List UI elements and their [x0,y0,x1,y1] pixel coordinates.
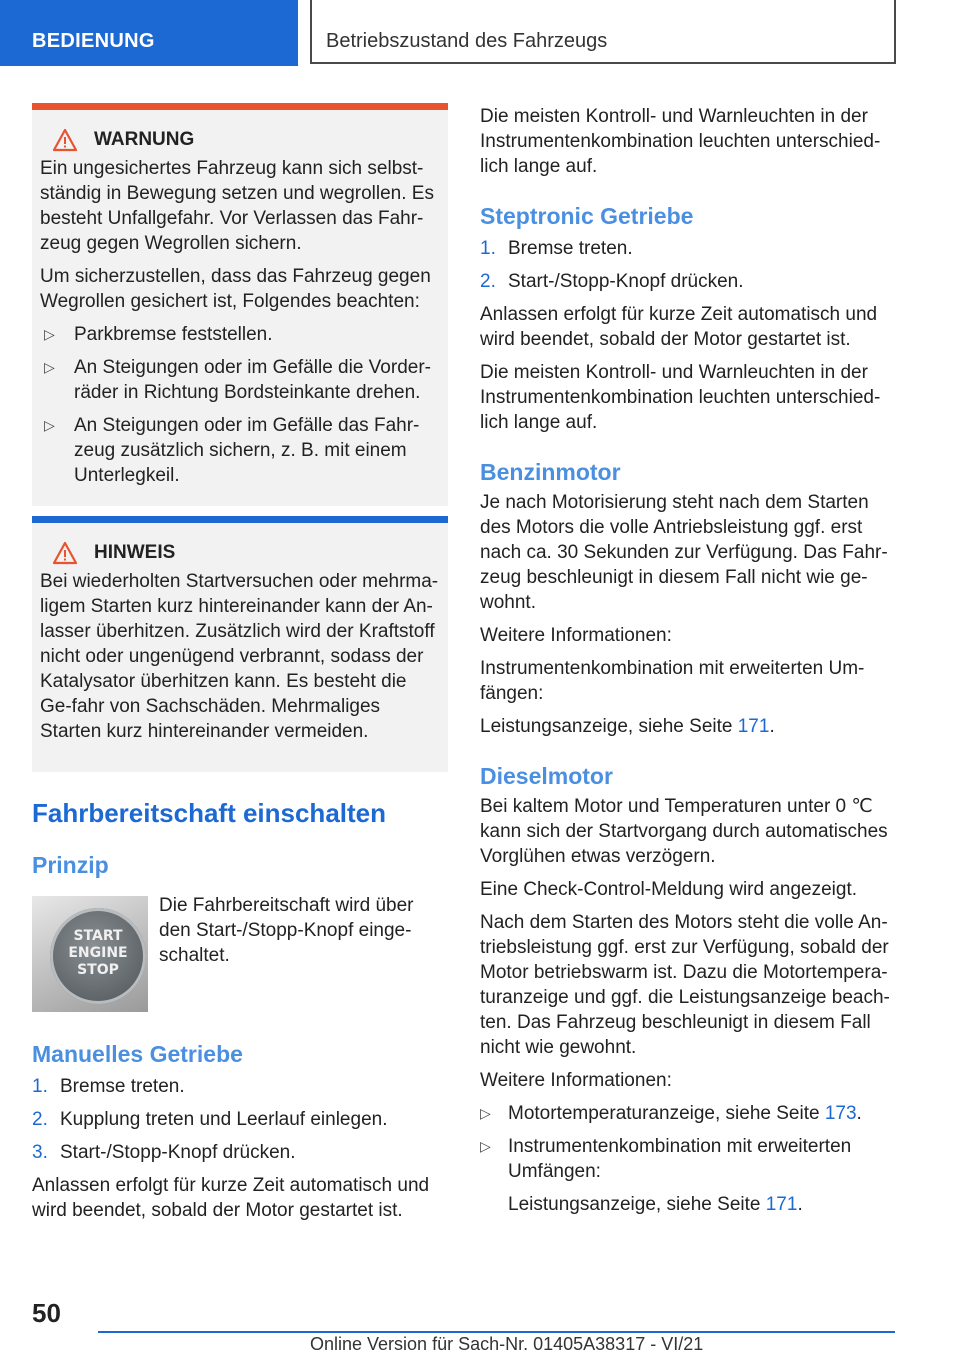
steptronic-after-2: Die meisten Kontroll- und Warnleuchten in der Instrumentenkombination leuchten unterschied-lich lange auf. [480,362,881,433]
prinzip-text: Die Fahrbereitschaft wird über den Start-/Stopp-Knopf einge-schaltet. [159,895,414,966]
manual-steps [32,1074,448,1165]
manual-heading: Manuelles Getriebe [32,1041,243,1067]
steptronic-heading: Steptronic Getriebe [480,203,694,229]
footer-text: Online Version für Sach-Nr. 01405A38317 - VI/21 [310,1334,704,1354]
diesel-text-2: Eine Check-Control-Meldung wird angezeigt. [480,879,858,900]
diesel-heading: Dieselmotor [480,763,613,789]
list-item: 3. Start-/Stopp-Knopf drücken. [32,1142,296,1163]
right-intro: Die meisten Kontroll- und Warnleuchten in der Instrumentenkombination leuchten unterschied-lich lange auf. [480,106,881,177]
warning-para-1: Ein ungesichertes Fahrzeug kann sich selbst-ständig in Bewegung setzen und wegrollen. Es besteht Unfallgefahr. Vor Verlassen das Fahr-zeug gegen Wegrollen sichern. [40,158,434,254]
start-stop-button-image [32,896,148,1012]
diesel-text-1: Bei kaltem Motor und Temperaturen unter 0 ℃ kann sich der Startvorgang durch automatisches Vorglühen etwas verzögern. [480,796,888,867]
list-item: 1. Bremse treten. [480,238,633,259]
triangle-bullet-icon: ▷ [44,417,55,433]
triangle-bullet-icon: ▷ [480,1105,491,1121]
triangle-bullet-icon: ▷ [44,326,55,342]
benzin-ref-1: Instrumentenkombination mit erweiterten Um-fängen: [480,658,865,704]
warning-label: WARNUNG [94,129,195,150]
list-item: ▷ An Steigungen oder im Gefälle das Fahr-zeug zusätzlich sichern, z. B. mit einem Unterlegkeil. [44,415,420,486]
warning-triangle-icon [52,541,78,565]
warning-title [52,124,440,156]
diesel-text-3: Nach dem Starten des Motors steht die volle An-triebsleistung ggf. erst zur Verfügung, sobald der Motor betriebswarm ist. Dazu die Motortempera-turanzeige und ggf. die Leistungsanzeige beach-ten. Das Fahrzeug beschleunigt in diesem Fall nicht wie gewohnt. [480,912,890,1058]
benzin-heading: Benzinmotor [480,459,621,485]
page-link[interactable]: 173 [824,1103,857,1124]
benzin-text: Je nach Motorisierung steht nach dem Starten des Motors die volle Antriebsleistung ggf. erst nach ca. 30 Sekunden zur Verfügung. Das Fahr-zeug beschleunigt in diesem Fall nicht wie ge-wohnt. [480,492,888,613]
footer-divider [98,1331,895,1333]
list-item: 1. Bremse treten. [32,1076,185,1097]
right-column [480,104,894,1225]
prinzip-section [32,852,448,879]
note-text: Bei wiederholten Startversuchen oder mehrma-ligem Starten kurz hintereinander kann der An-lasser überhitzen. Zusätzlich wird der Kraftstoff nicht oder ungenügend verbrannt, sodass der Katalysator überhitzen kann. Es besteht die Ge-fahr von Sachschäden. Mehrmaliges Starten kurz hintereinander vermeiden. [40,571,439,742]
list-item: 2. Start-/Stopp-Knopf drücken. [480,271,744,292]
steptronic-steps [480,236,894,294]
list-item: ▷ Motortemperaturanzeige, siehe Seite 173. [480,1103,862,1124]
page-link[interactable]: 171 [737,716,770,737]
chapter-title: Betriebszustand des Fahrzeugs [310,0,896,64]
manual-section [32,1041,448,1223]
main-heading: Fahrbereitschaft einschalten [32,798,386,828]
page-header [0,0,960,68]
list-item: ▷ Instrumentenkombination mit erweiterten Umfängen: Leistungsanzeige, siehe Seite 171. [480,1134,894,1217]
section-tab: BEDIENUNG [0,0,298,66]
triangle-bullet-icon: ▷ [480,1138,491,1154]
warning-para-2: Um sicherzustellen, dass das Fahrzeug gegen Wegrollen gesichert ist, Folgendes beachten: [40,266,431,312]
benzin-ref-2: Leistungsanzeige, siehe Seite 171. [480,716,775,737]
triangle-bullet-icon: ▷ [44,359,55,375]
warning-list [40,322,440,488]
warning-box [32,103,448,506]
prinzip-heading: Prinzip [32,852,109,878]
diesel-list [480,1101,894,1217]
diesel-more: Weitere Informationen: [480,1070,672,1091]
note-box [32,516,448,772]
warning-triangle-icon [52,128,78,152]
page-number: 50 [32,1298,61,1328]
list-item: 2. Kupplung treten und Leerlauf einlegen. [32,1109,388,1130]
note-title [52,537,440,569]
steptronic-after-1: Anlassen erfolgt für kurze Zeit automatisch und wird beendet, sobald der Motor gestartet ist. [480,304,878,350]
benzin-more: Weitere Informationen: [480,625,672,646]
note-label: HINWEIS [94,542,176,563]
button-label: START ENGINE STOP [68,928,128,978]
page-link[interactable]: 171 [765,1194,798,1215]
sub-item: Leistungsanzeige, siehe Seite 171. [508,1194,803,1215]
manual-after: Anlassen erfolgt für kurze Zeit automatisch und wird beendet, sobald der Motor gestartet ist. [32,1175,430,1221]
list-item: ▷ Parkbremse feststellen. [44,324,273,345]
list-item: ▷ An Steigungen oder im Gefälle die Vorder-räder in Richtung Bordsteinkante drehen. [44,357,431,403]
